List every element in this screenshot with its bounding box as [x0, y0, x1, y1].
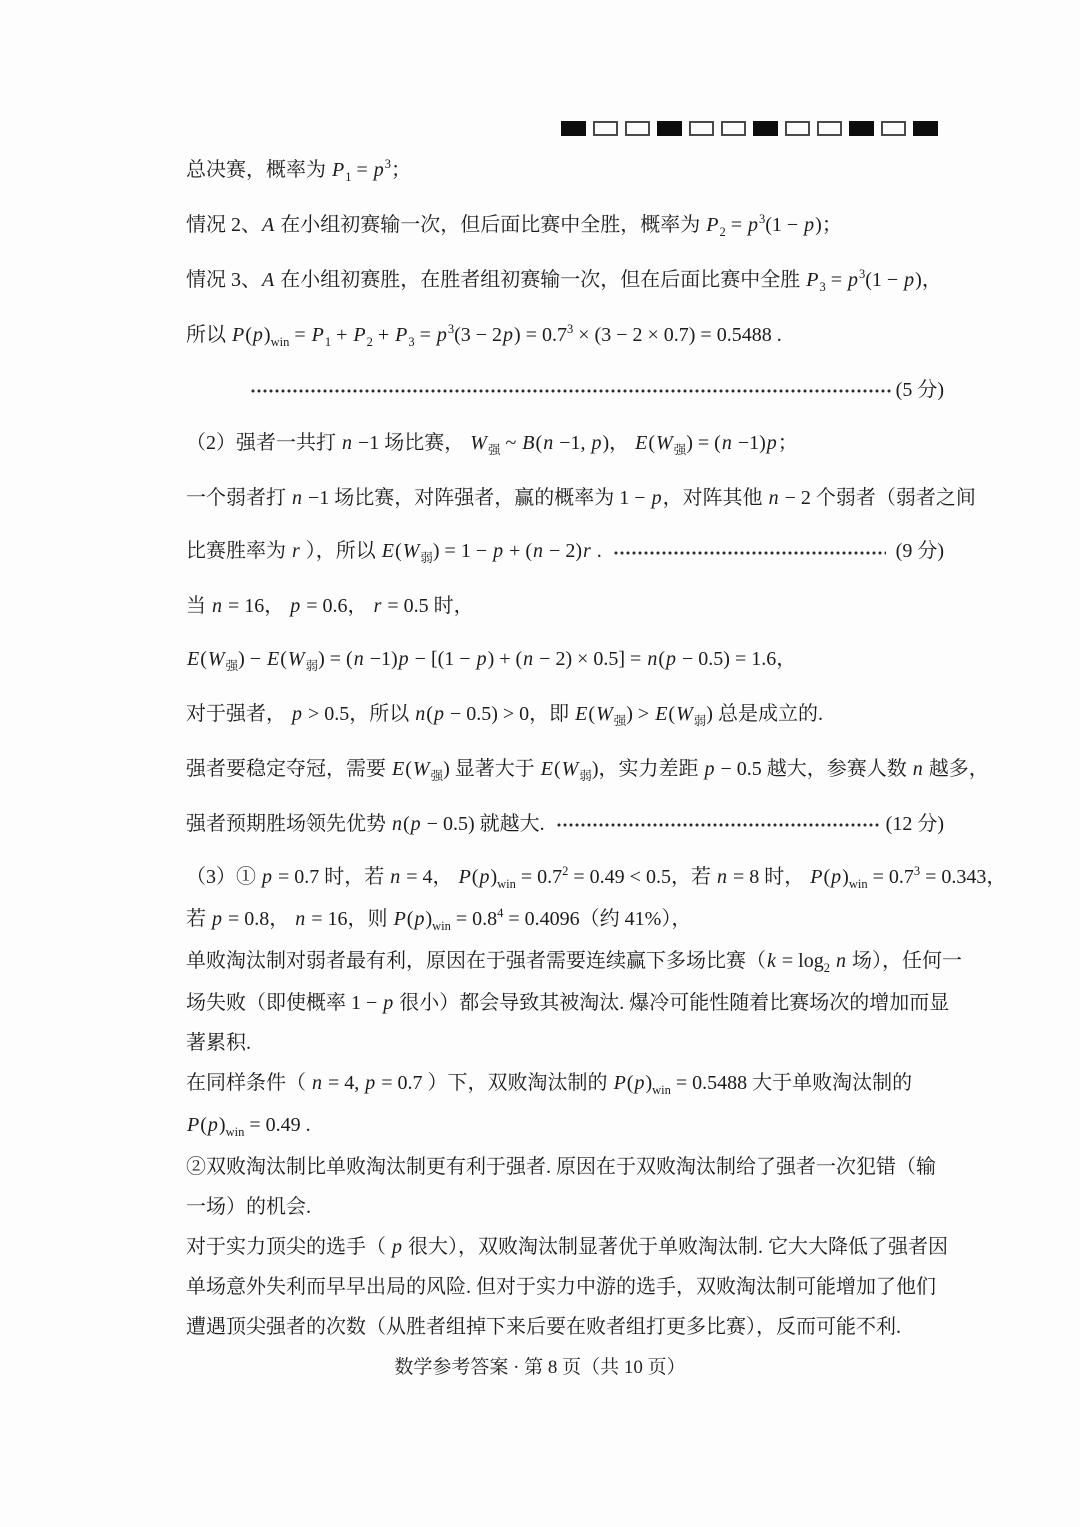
subscript: 3	[819, 280, 826, 294]
text-run: 若	[186, 908, 211, 930]
math-variable: p	[414, 908, 425, 930]
line-single-elim-2	[186, 991, 950, 1016]
text-run: = 0.7	[867, 866, 914, 888]
text-run: = 0.7 ）下，双败淘汰制的	[376, 1072, 613, 1094]
text-run: 强者要稳定夺冠，需要	[186, 758, 391, 780]
empty-square-mark	[721, 121, 746, 136]
math-variable: p	[398, 648, 409, 670]
text-run: − 0.5 越大，参赛人数	[715, 758, 912, 780]
text-run: (1 −	[865, 269, 904, 291]
text-run: (	[426, 703, 433, 725]
math-variable: n	[392, 813, 402, 835]
math-variable: p	[476, 648, 487, 670]
text-run: ），所以	[300, 540, 381, 562]
text-run: −1)	[732, 432, 766, 454]
text-run: 强者预期胜场领先优势	[186, 813, 391, 835]
text-run: 场失败（即使概率 1 −	[186, 992, 383, 1014]
dotted-leader	[614, 551, 886, 555]
text-run: =	[351, 159, 373, 181]
math-variable: n	[295, 908, 306, 930]
text-run: (	[471, 866, 479, 888]
math-variable: p	[634, 1072, 645, 1094]
text-run: = 0.8	[450, 908, 498, 930]
registration-marks	[561, 121, 938, 136]
math-variable: p	[503, 324, 514, 346]
filled-square-mark	[849, 121, 874, 136]
empty-square-mark	[785, 121, 810, 136]
text-run: − 2 个弱者（弱者之间	[779, 487, 976, 509]
text-run: = 0.343，	[920, 866, 1007, 888]
text-run: （2）强者一共打	[186, 432, 341, 454]
subscript: 2	[823, 961, 830, 975]
text-run: − 0.5) = 1.6，	[677, 648, 797, 670]
subscript: 强	[487, 443, 501, 457]
text-run: (	[588, 703, 596, 725]
math-variable: P	[458, 866, 471, 888]
dotted-leader	[557, 823, 881, 827]
text-run: (	[200, 648, 207, 670]
subscript: 1	[324, 335, 332, 349]
superscript: 3	[447, 322, 455, 336]
math-variable: n	[912, 758, 923, 780]
line-top-player-2	[186, 1275, 944, 1300]
math-variable: p	[252, 324, 263, 346]
math-variable: n	[721, 432, 732, 454]
math-variable: n	[523, 648, 534, 670]
math-variable: P	[810, 866, 823, 888]
text-run: 场），任何一	[846, 950, 962, 972]
math-variable: p	[410, 813, 421, 835]
text-run: 对于强者，	[186, 703, 291, 725]
math-variable: p	[433, 703, 444, 725]
line-part3-item2-a	[186, 1155, 944, 1180]
subscript: 强	[613, 714, 627, 728]
math-variable: n	[353, 648, 364, 670]
line-given-values	[186, 594, 944, 619]
line-top-player-3	[186, 1315, 944, 1340]
math-variable: p	[804, 214, 815, 236]
text-run: = 0.7	[515, 866, 563, 888]
subscript: win	[270, 335, 290, 349]
math-variable: p	[766, 432, 777, 454]
math-variable: n	[647, 648, 658, 670]
filled-square-mark	[657, 121, 682, 136]
text-run: (	[406, 908, 414, 930]
math-variable: P	[395, 324, 408, 346]
text-run: 比赛胜率为	[186, 540, 291, 562]
text-run: = 4,	[323, 1072, 365, 1094]
text-run: 在小组初赛胜，在胜者组初赛输一次，但在后面比赛中全胜	[275, 269, 806, 291]
math-variable: E	[575, 703, 588, 725]
line-part3-item2-b	[186, 1195, 944, 1220]
math-variable: W	[287, 648, 305, 670]
text-run: × (3 − 2 × 0.7) = 0.5488 .	[573, 324, 782, 346]
text-run: = 0.5488 大于单败淘汰制的	[670, 1072, 913, 1094]
text-run: = 16，则	[306, 908, 393, 930]
text-run: )，实力差距	[591, 758, 704, 780]
math-variable: P	[613, 1072, 626, 1094]
math-variable: P	[393, 908, 406, 930]
text-run: (	[823, 866, 831, 888]
text-run: − 2) × 0.5] =	[534, 648, 647, 670]
subscript: win	[848, 877, 868, 891]
document-body	[186, 157, 1007, 1355]
text-run: = 0.7 时，若	[273, 866, 390, 888]
text-run: ，对阵其他	[662, 487, 768, 509]
math-variable: p	[436, 324, 447, 346]
subscript: win	[225, 1125, 245, 1139]
superscript: 3	[758, 212, 766, 226]
text-run: (	[403, 813, 410, 835]
math-variable: p	[704, 758, 715, 780]
text-run: 单败淘汰制对弱者最有利，原因在于强者需要连续赢下多场比赛（	[186, 950, 766, 972]
subscript: 1	[345, 170, 352, 184]
math-variable: n	[390, 866, 401, 888]
filled-square-mark	[561, 121, 586, 136]
subscript: 弱	[420, 551, 433, 565]
text-run: > 0.5，所以	[303, 703, 415, 725]
math-variable: p	[651, 487, 662, 509]
subscript: 强	[225, 659, 239, 673]
text-run: (	[648, 432, 656, 454]
math-variable: p	[831, 866, 842, 888]
text-run: −1)	[364, 648, 398, 670]
empty-square-mark	[817, 121, 842, 136]
math-variable: A	[262, 214, 275, 236]
math-variable: n	[768, 487, 779, 509]
text-run: (3 − 2	[454, 324, 503, 346]
text-run: (	[405, 758, 412, 780]
math-variable: P	[353, 324, 366, 346]
text-run: = 0.49 < 0.5，若	[568, 866, 716, 888]
subscript: 3	[408, 335, 415, 349]
text-run: = log	[776, 950, 824, 972]
line-expectation-diff	[186, 647, 944, 674]
math-variable: p	[262, 866, 272, 888]
math-variable: P	[332, 159, 345, 181]
text-run: (	[668, 703, 676, 725]
math-variable: p	[493, 540, 504, 562]
superscript: 3	[858, 267, 866, 281]
math-variable: W	[561, 758, 579, 780]
subscript: 2	[366, 335, 373, 349]
text-run: )	[425, 908, 433, 930]
text-run: = 0.8，	[223, 908, 295, 930]
section-part1-part2	[186, 157, 989, 837]
math-variable: W	[402, 540, 420, 562]
math-variable: p	[207, 1114, 218, 1136]
text-run: 总决赛，概率为	[186, 159, 331, 181]
section-part3	[186, 864, 1007, 1340]
text-run: ) = 1 −	[432, 540, 493, 562]
text-run: 单场意外失利而早早出局的风险. 但对于实力中游的选手，双败淘汰制可能增加了他们	[186, 1276, 936, 1298]
text-run: (	[395, 540, 402, 562]
text-run: − 0.5) > 0，即	[444, 703, 575, 725]
text-run: = 0.4096（约 41%），	[503, 908, 692, 930]
math-variable: p	[392, 1236, 402, 1258]
line-single-elim-3	[186, 1031, 944, 1056]
text-run: .	[591, 540, 607, 562]
text-run: +	[331, 324, 353, 346]
text-run: ) = 0.7	[514, 324, 567, 346]
line-pwin-sum	[186, 323, 944, 350]
line-case1-final	[186, 158, 944, 185]
subscript: 弱	[693, 714, 707, 728]
text-run: ；	[777, 432, 798, 454]
empty-square-mark	[593, 121, 618, 136]
text-run: ②双败淘汰制比单败淘汰制更有利于强者. 原因在于双败淘汰制给了强者一次犯错（输	[186, 1156, 936, 1178]
math-variable: n	[292, 487, 302, 509]
math-variable: p	[904, 269, 915, 291]
text-run: 在同样条件（	[186, 1072, 311, 1094]
superscript: 2	[562, 864, 569, 878]
math-variable: r	[373, 595, 382, 617]
line-part3-item1-a	[186, 864, 1007, 892]
text-run: −1,	[554, 432, 591, 454]
math-variable: p	[290, 595, 301, 617]
subscript: 强	[673, 443, 687, 457]
math-variable: n	[533, 540, 544, 562]
text-run: − 2)	[544, 540, 582, 562]
text-run: = 16，	[223, 595, 290, 617]
subscript: win	[497, 877, 516, 891]
text-run: − 0.5) 就越大.	[421, 813, 550, 835]
math-variable: p	[666, 648, 677, 670]
empty-square-mark	[689, 121, 714, 136]
text-run: （3）①	[186, 866, 261, 888]
text-run: )	[218, 1114, 226, 1136]
math-variable: W	[207, 648, 225, 670]
text-run: ) + (	[487, 648, 523, 670]
text-run: 一个弱者打	[186, 487, 291, 509]
math-variable: B	[522, 432, 535, 454]
text-run: = 8 时，	[727, 866, 810, 888]
empty-square-mark	[881, 121, 906, 136]
math-variable: p	[479, 866, 490, 888]
text-run: )	[263, 324, 271, 346]
text-run: 对于实力顶尖的选手（	[186, 1236, 391, 1258]
superscript: 3	[567, 322, 574, 336]
superscript: 3	[913, 864, 921, 878]
line-part2-strong	[186, 431, 944, 458]
math-variable: W	[412, 758, 430, 780]
text-run: ~	[500, 432, 522, 454]
math-variable: p	[373, 159, 384, 181]
text-run: )，	[602, 432, 635, 454]
text-run: 当	[186, 595, 211, 617]
subscript: 强	[430, 769, 444, 783]
text-run: =	[414, 324, 436, 346]
text-run: 很大），双败淘汰制显著优于单败淘汰制. 它大大降低了强者因	[403, 1236, 948, 1258]
line-same-condition-2	[186, 1113, 944, 1140]
math-variable: E	[635, 432, 648, 454]
text-run: =	[725, 214, 747, 236]
text-run: (	[553, 758, 561, 780]
text-run: ) 总是成立的.	[706, 703, 823, 725]
math-variable: n	[312, 1072, 322, 1094]
text-run: (	[658, 648, 666, 670]
math-variable: k	[767, 950, 776, 972]
text-run: −1 场比赛，	[353, 432, 470, 454]
superscript: 4	[497, 906, 504, 920]
line-case2	[186, 213, 944, 240]
text-run: (	[626, 1072, 634, 1094]
math-variable: n	[212, 595, 222, 617]
math-variable: E	[392, 758, 405, 780]
math-variable: n	[716, 866, 727, 888]
math-variable: P	[706, 214, 719, 236]
math-variable: P	[232, 324, 245, 346]
math-variable: p	[747, 214, 758, 236]
text-run: (	[280, 648, 287, 670]
text-run: (12 分)	[885, 813, 944, 835]
dotted-leader	[251, 389, 891, 393]
line-stable-champion-1	[186, 757, 989, 784]
math-variable: r	[292, 540, 300, 562]
text-run: ；	[391, 159, 411, 181]
math-variable: W	[656, 432, 673, 454]
text-run: (	[535, 432, 543, 454]
math-variable: E	[267, 648, 280, 670]
line-stable-champion-2-score-12	[186, 812, 944, 837]
text-run: =	[289, 324, 311, 346]
text-run: 情况 3、	[186, 269, 261, 291]
math-variable: p	[365, 1072, 376, 1094]
text-run: )；	[815, 214, 842, 236]
math-variable: E	[540, 758, 553, 780]
line-top-player-1	[186, 1235, 948, 1260]
text-run: (	[245, 324, 252, 346]
math-variable: n	[543, 432, 554, 454]
line-single-elim-1	[186, 949, 962, 976]
math-variable: p	[847, 269, 858, 291]
text-run: = 4，	[401, 866, 458, 888]
math-variable: A	[262, 269, 275, 291]
text-run: ) >	[626, 703, 655, 725]
text-run: 所以	[186, 324, 231, 346]
text-run: ) 显著大于	[443, 758, 540, 780]
math-variable: W	[596, 703, 613, 725]
text-run: =	[825, 269, 847, 291]
math-variable: P	[311, 324, 324, 346]
text-run: ) −	[238, 648, 267, 670]
math-variable: P	[806, 269, 819, 291]
line-part2-weak-2-score-9	[186, 539, 944, 566]
math-variable: r	[583, 540, 591, 562]
text-run: +	[372, 324, 395, 346]
superscript: 3	[384, 157, 391, 171]
subscript: win	[432, 919, 451, 933]
math-variable: p	[292, 703, 302, 725]
text-run: = 0.6，	[301, 595, 373, 617]
subscript: 弱	[579, 769, 592, 783]
line-case3	[186, 268, 944, 295]
math-variable: E	[655, 703, 668, 725]
line-part3-item1-b	[186, 907, 944, 934]
text-run: 越多，	[923, 758, 989, 780]
text-run: 很小）都会导致其被淘汰. 爆冷可能性随着比赛场次的增加而显	[394, 992, 950, 1014]
text-run: ) = (	[686, 432, 721, 454]
page-footer: 数学参考答案 · 第 8 页（共 10 页）	[394, 1357, 686, 1378]
subscript: 2	[719, 225, 726, 239]
text-run: (1 −	[765, 214, 804, 236]
math-variable: E	[381, 540, 395, 562]
line-strong-inequality	[186, 702, 944, 729]
text-run: (	[200, 1114, 207, 1136]
text-run: 著累积.	[186, 1032, 251, 1054]
text-run: )，	[915, 269, 942, 291]
math-variable: n	[415, 703, 426, 725]
math-variable: W	[676, 703, 693, 725]
text-run: ) = (	[318, 648, 353, 670]
text-run: 在小组初赛输一次，但后面比赛中全胜，概率为	[275, 214, 706, 236]
line-same-condition-1	[186, 1071, 944, 1098]
line-score-5	[186, 378, 944, 403]
math-variable: p	[383, 992, 394, 1014]
subscript: 弱	[305, 659, 319, 673]
math-variable: p	[212, 908, 222, 930]
text-run: )	[490, 866, 498, 888]
math-variable: P	[187, 1114, 200, 1136]
text-run: −1 场比赛，对阵强者，赢的概率为 1 −	[303, 487, 651, 509]
text-run: (9 分)	[890, 540, 944, 562]
math-variable: p	[591, 432, 602, 454]
filled-square-mark	[753, 121, 778, 136]
text-run: = 0.49 .	[244, 1114, 311, 1136]
text-run: + (	[504, 540, 533, 562]
line-part2-weak-1	[186, 486, 976, 511]
empty-square-mark	[625, 121, 650, 136]
text-run: 一场）的机会.	[186, 1196, 311, 1218]
text-run: 遭遇顶尖强者的次数（从胜者组掉下来后要在败者组打更多比赛），反而可能不利.	[186, 1316, 901, 1338]
text-run: = 0.5 时，	[382, 595, 474, 617]
math-variable: W	[470, 432, 487, 454]
text-run: − [(1 −	[409, 648, 476, 670]
text-run: )	[645, 1072, 653, 1094]
subscript: win	[652, 1083, 671, 1097]
text-run: 情况 2、	[186, 214, 261, 236]
filled-square-mark	[913, 121, 938, 136]
math-variable: E	[187, 648, 200, 670]
text-run: )	[842, 866, 849, 888]
math-variable: n	[342, 432, 352, 454]
math-variable: n	[835, 950, 846, 972]
text-run: (5 分)	[895, 379, 944, 401]
